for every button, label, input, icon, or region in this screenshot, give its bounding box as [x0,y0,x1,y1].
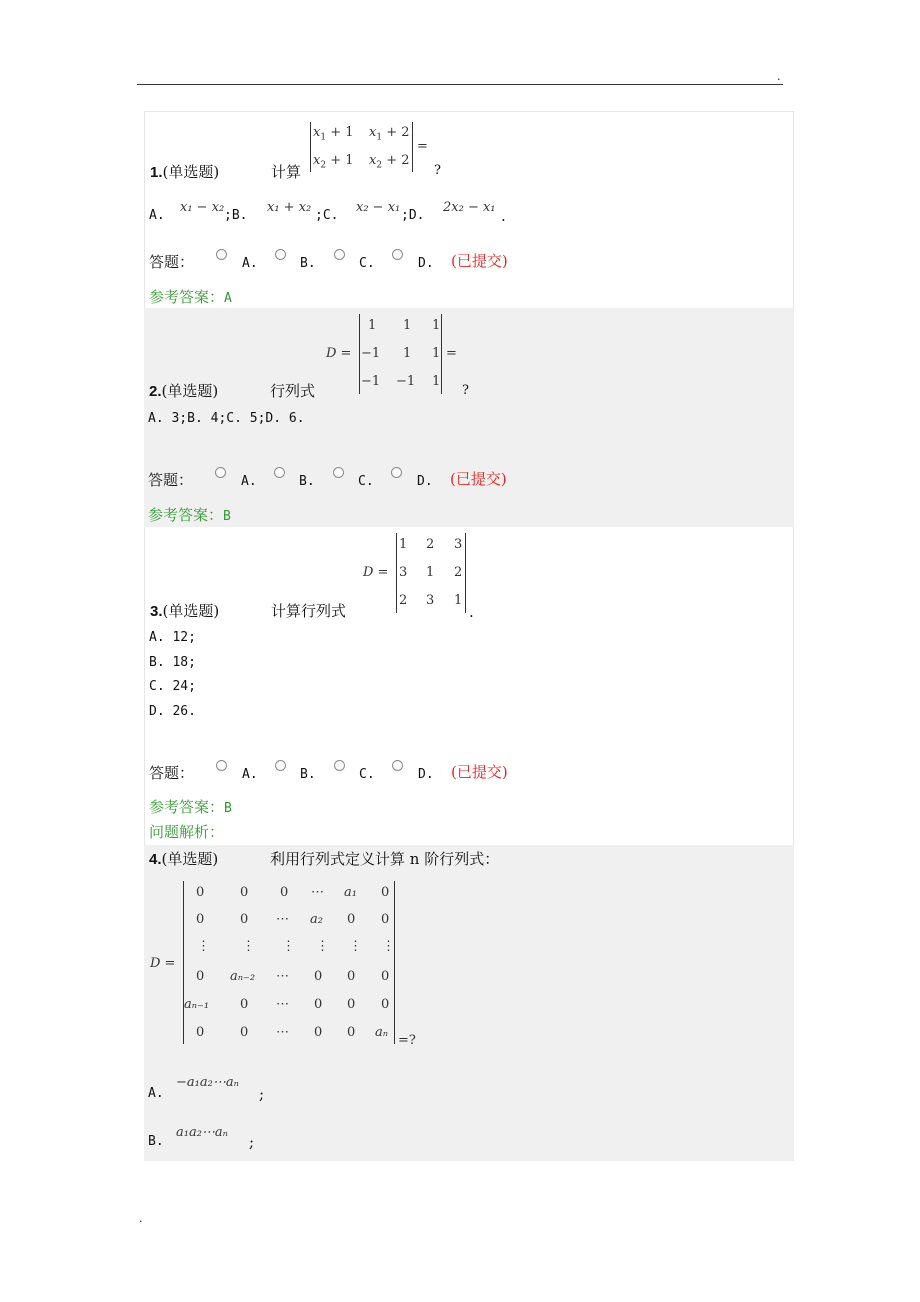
det-cell: 1 [403,318,412,333]
det-cell: 0 [196,912,205,927]
options-text: A. 3;B. 4;C. 5;D. 6. [148,411,305,426]
radio-b[interactable] [275,760,286,771]
det-bar-left [359,314,360,394]
det-cell: 0 [381,885,390,900]
question-suffix: . [469,603,474,621]
det-cell: 1 [432,374,441,389]
det-cell: ⋯ [276,912,289,927]
option-b-label: B. [148,1134,164,1149]
det-cell: 2 [399,593,408,608]
det-cell: aₙ₋₁ [184,997,210,1012]
det-cell: ⋮ [282,939,295,954]
option-b-label: ;B. [224,208,248,223]
radio-d[interactable] [391,467,402,478]
det-bar-right [465,533,466,613]
det-cell: ⋮ [349,939,362,954]
option-a: −a₁a₂⋯aₙ [176,1075,239,1090]
det-cell: 1 [432,346,441,361]
choice-d-label: D. [418,767,434,782]
det-cell: ⋮ [197,939,210,954]
det-cell: −1 [396,374,416,389]
answer-label: 答题： [148,471,194,489]
choice-d-label: D. [418,256,434,271]
question-header: 4.(单选题) [149,850,219,868]
choice-a-label: A. [242,256,258,271]
choice-c-label: C. [359,256,375,271]
option-a: x₁ − x₂ [180,200,225,215]
reference-answer: 参考答案：B [148,506,231,524]
det-bar-right [441,314,442,394]
det-bar-right [394,881,395,1044]
det-bar-left [396,533,397,613]
det-equals: = [446,346,457,361]
radio-a[interactable] [215,467,226,478]
choice-a-label: A. [242,767,258,782]
radio-a[interactable] [216,760,227,771]
choice-d-label: D. [417,474,433,489]
det-cell: 2 [426,537,435,552]
option-b: a₁a₂⋯aₙ [176,1125,228,1140]
det-label: D = [150,956,176,971]
radio-c[interactable] [334,760,345,771]
option-c: C. 24; [149,679,196,694]
det-cell: 0 [381,969,390,984]
det-cell: −1 [361,346,381,361]
question-4 [144,845,794,1161]
det-cell: 1 [368,318,377,333]
option-c: x₂ − x₁ [356,200,401,215]
det-cell: 0 [381,912,390,927]
det-cell: ⋯ [276,997,289,1012]
det-cell: ⋮ [382,939,395,954]
option-a-label: A. [149,208,165,223]
det-cell: 0 [240,912,249,927]
radio-b[interactable] [275,249,286,260]
det-cell: $x_2 + 1$ [313,153,354,171]
choice-a-label: A. [241,474,257,489]
det-equals: = [417,139,428,154]
submitted-status: (已提交) [451,763,508,781]
option-end: . [501,207,506,225]
det-cell: 0 [314,1025,323,1040]
det-cell: −1 [361,374,381,389]
header-dot: . [777,70,781,83]
det-cell: 0 [347,1025,356,1040]
det-cell: 3 [399,565,408,580]
question-suffix: ? [462,383,469,398]
det-cell: 0 [347,997,356,1012]
reference-answer: 参考答案：A [149,288,232,306]
question-header: 2.(单选题) [149,382,219,400]
det-cell: 0 [196,1025,205,1040]
analysis-label: 问题解析： [149,823,225,841]
footer-dot: . [139,1212,143,1225]
question-suffix: =? [398,1033,416,1048]
det-cell: 0 [240,1025,249,1040]
option-b: x₁ + x₂ [267,200,312,215]
option-c-label: ;C. [315,208,339,223]
radio-b[interactable] [274,467,285,478]
det-cell: ⋯ [276,969,289,984]
det-cell: 0 [347,969,356,984]
det-cell: 1 [454,593,463,608]
header-rule [137,84,783,85]
question-header: 1.(单选题) [150,163,220,181]
det-cell: 0 [196,885,205,900]
radio-d[interactable] [392,760,403,771]
det-cell: 1 [426,565,435,580]
submitted-status: (已提交) [451,252,508,270]
det-cell: a₂ [310,912,323,927]
question-2 [144,308,794,527]
question-3 [144,527,794,845]
radio-c[interactable] [333,467,344,478]
radio-a[interactable] [216,249,227,260]
option-d-label: ;D. [401,208,425,223]
question-prompt: 利用行列式定义计算 n 阶行列式： [270,850,500,868]
question-prompt: 计算 [271,163,302,181]
option-d: D. 26. [149,704,196,719]
det-bar-left [183,881,184,1044]
det-cell: 1 [399,537,408,552]
det-cell: 0 [240,997,249,1012]
question-suffix: ? [434,163,441,178]
det-cell: aₙ [375,1025,389,1040]
det-cell: 0 [280,885,289,900]
det-cell: 1 [432,318,441,333]
det-cell: 2 [454,565,463,580]
det-cell: ⋯ [311,885,324,900]
det-cell: ⋮ [316,939,329,954]
radio-c[interactable] [334,249,345,260]
det-cell: ⋯ [276,1025,289,1040]
option-b-end: ; [249,1133,255,1151]
submitted-status: (已提交) [450,470,507,488]
option-b: B. 18; [149,655,196,670]
answer-label: 答题： [149,764,195,782]
det-bar-left [310,122,311,172]
det-label: D = [363,565,389,580]
det-cell: 3 [454,537,463,552]
choice-c-label: C. [359,767,375,782]
radio-d[interactable] [392,249,403,260]
choice-c-label: C. [358,474,374,489]
det-cell: ⋮ [242,939,255,954]
det-cell: 0 [314,969,323,984]
reference-answer: 参考答案：B [149,798,232,816]
det-cell: $x_1 + 1$ [313,125,354,143]
det-cell: a₁ [344,885,357,900]
det-cell: 0 [314,997,323,1012]
det-cell: 0 [381,997,390,1012]
option-a-label: A. [148,1086,164,1101]
question-1 [144,111,794,308]
question-prompt: 行列式 [270,382,316,400]
det-bar-right [412,122,413,172]
det-cell: $x_1 + 2$ [369,125,410,143]
option-a-end: ; [259,1085,265,1103]
choice-b-label: B. [300,256,316,271]
option-a: A. 12; [149,630,196,645]
option-d: 2x₂ − x₁ [443,200,496,215]
det-cell: 0 [196,969,205,984]
choice-b-label: B. [300,767,316,782]
answer-label: 答题： [149,253,195,271]
det-cell: 1 [403,346,412,361]
det-cell: 3 [426,593,435,608]
question-header: 3.(单选题) [150,602,220,620]
choice-b-label: B. [299,474,315,489]
det-cell: 0 [347,912,356,927]
det-cell: $x_2 + 2$ [369,153,410,171]
det-cell: 0 [240,885,249,900]
det-cell: aₙ₋₂ [230,969,256,984]
question-prompt: 计算行列式 [271,602,347,620]
det-label: D = [326,346,352,361]
